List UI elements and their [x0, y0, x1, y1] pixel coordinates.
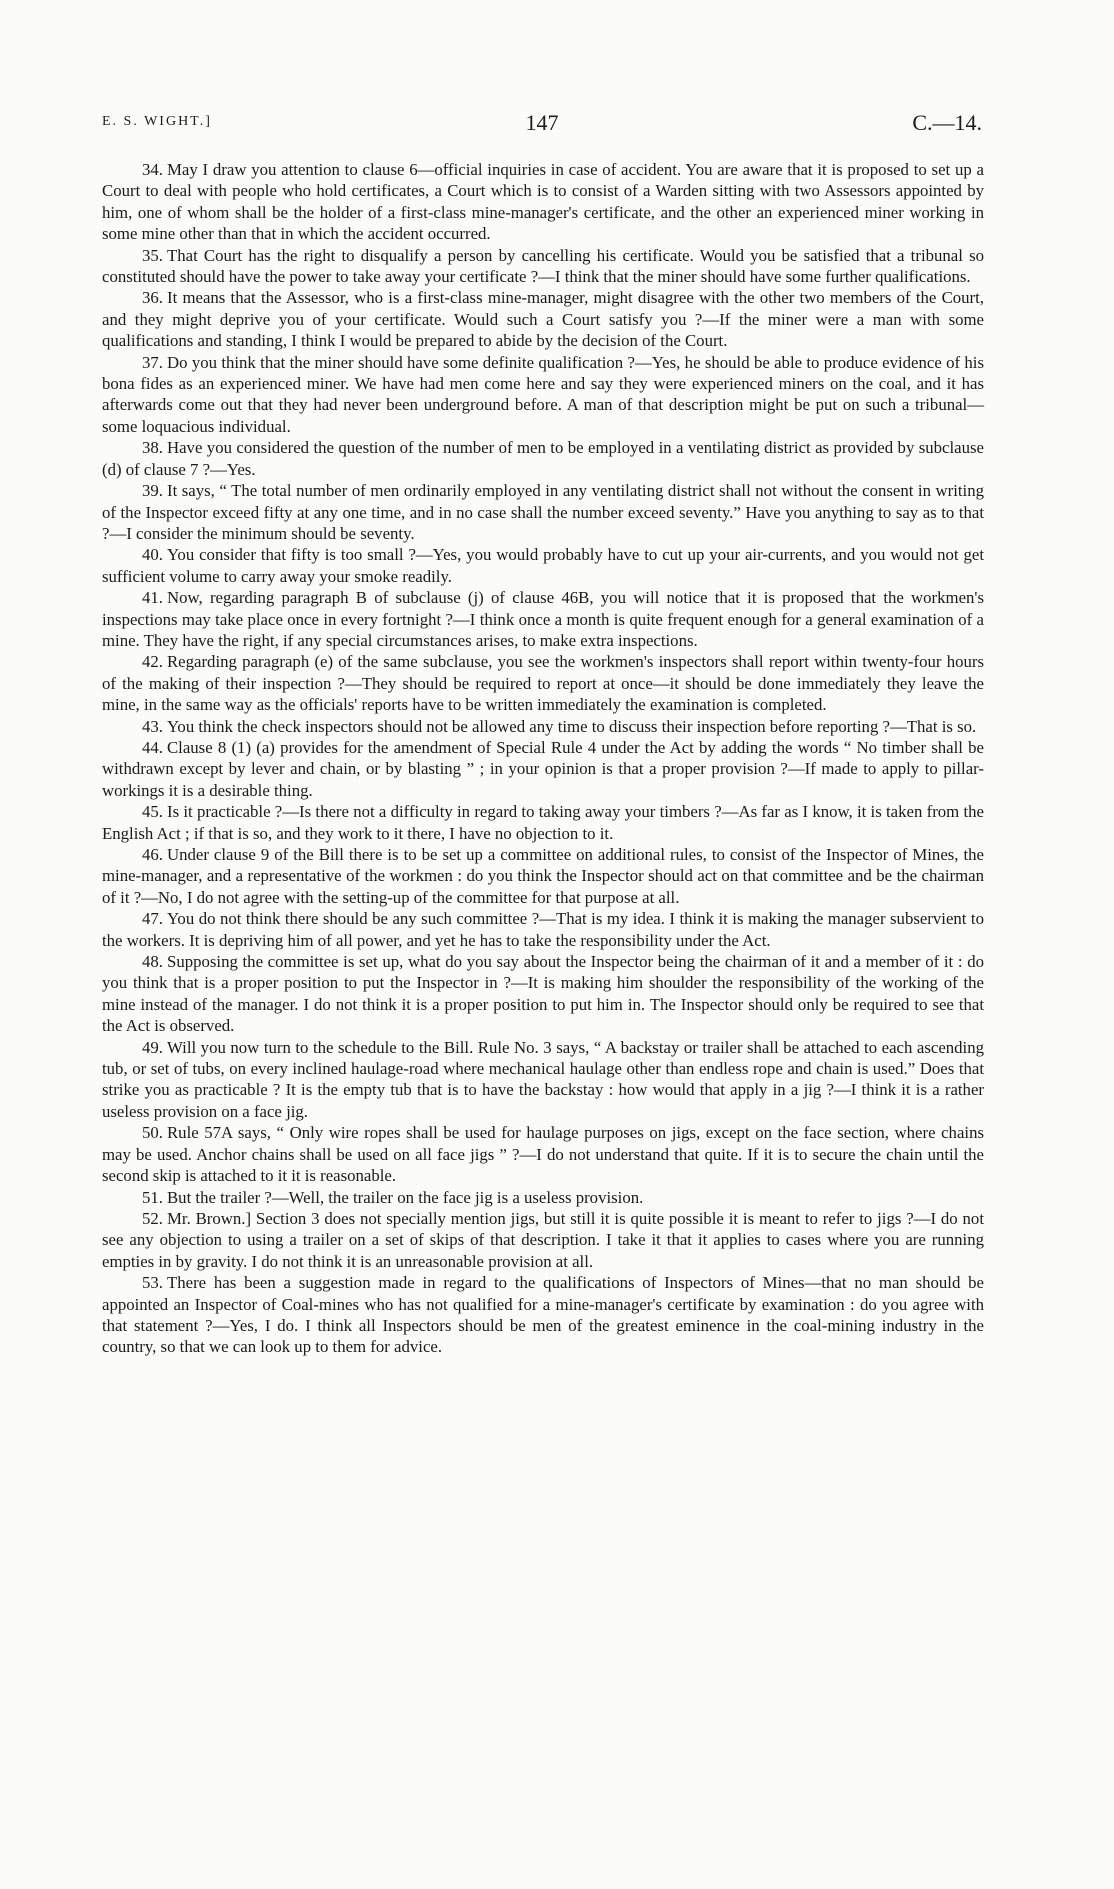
question-paragraph [102, 1272, 984, 1358]
question-paragraph [102, 352, 984, 438]
question-text: Clause 8 (1) (a) provides for the amendment of Special Rule 4 under the Act by adding the words “ No timber shall be withdrawn except by lever and chain, or by blasting ” ; in your opinion is that a proper provision ?—If made to apply to pillar-workings it is a desirable thing. [102, 737, 984, 800]
question-text: Is it practicable ?—Is there not a difficulty in regard to taking away your timbers ?—As far as I know, it is taken from the English Act ; if that is so, and they work to it there, I have no objection to it. [102, 802, 984, 843]
question-text: Have you considered the question of the number of men to be employed in a ventilating district as provided by subclause (d) of clause 7 ?—Yes. [102, 438, 984, 479]
question-paragraph [102, 737, 984, 801]
question-number: 47. [142, 909, 163, 929]
question-number: 48. [142, 952, 163, 972]
question-number: 34. [142, 160, 163, 179]
question-paragraph [102, 951, 984, 1037]
question-text: May I draw you attention to clause 6—official inquiries in case of accident. You are aware that it is proposed to set up a Court to deal with people who hold certificates, a Court which is to consist of a Warden sitting with two Assessors appointed by him, one of whom shall be the holder of a first-class mine-manager's certificate, and the other an experienced miner working in some mine other than that in which the accident occurred. [102, 160, 984, 244]
question-number: 44. [142, 737, 163, 757]
question-number: 45. [142, 802, 163, 822]
question-number: 36. [142, 288, 163, 308]
question-number: 40. [142, 545, 163, 565]
question-text: But the trailer ?—Well, the trailer on the face jig is a useless provision. [166, 1187, 644, 1207]
question-paragraph [102, 908, 984, 951]
question-paragraph [102, 437, 984, 480]
question-text: It says, “ The total number of men ordinarily employed in any ventilating district shall not without the consent in writing of the Inspector exceed fifty at any one time, and in no case shall the number exceed seventy.” Have you anything to say as to that ?—I consider the minimum should be seventy. [102, 481, 984, 543]
document-reference: C.—14. [912, 110, 982, 135]
question-text: It means that the Assessor, who is a first-class mine-manager, might disagree with the other two members of the Court, and they might deprive you of your certificate. Would such a Court satisfy you ?—If the miner were a man with some qualifications and standing, I think I would be prepared to abide by the decision of the Court. [102, 288, 984, 351]
question-text: Mr. Brown.] Section 3 does not specially mention jigs, but still it is quite possible it is meant to refer to jigs ?—I do not see any objection to using a trailer on a set of skips of that description. I take it that it applies to cases where you are running empties in by gravity. I do not think it is an unreasonable provision at all. [102, 1208, 984, 1271]
question-text: Rule 57A says, “ Only wire ropes shall be used for haulage purposes on jigs, except on the face section, where chains may be used. Anchor chains shall be used on all face jigs ” ?—I do not understand that quite. If it is to secure the chain until the second skip is attached to it it is reasonable. [102, 1123, 984, 1186]
evidence-body [102, 159, 984, 1358]
question-text: You think the check inspectors should not be allowed any time to discuss their inspection before reporting ?—That is so. [166, 716, 977, 736]
question-paragraph [102, 480, 984, 544]
question-number: 50. [142, 1123, 163, 1143]
question-text: You consider that fifty is too small ?—Yes, you would probably have to cut up your air-currents, and you would not get sufficient volume to carry away your smoke readily. [102, 545, 984, 586]
question-text: Now, regarding paragraph B of subclause (j) of clause 46B, you will notice that it is proposed that the workmen's inspections may take place once in every fortnight ?—I think once a month is quite frequent enough for a general examination of a mine. They have the right, if any special circumstances arises, to make extra inspections. [102, 588, 984, 650]
question-paragraph [102, 544, 984, 587]
question-paragraph [102, 159, 984, 245]
question-paragraph [102, 651, 984, 715]
question-text: That Court has the right to disqualify a person by cancelling his certificate. Would you be satisfied that a tribunal so constituted should have the power to take away your certificate ?—I think that the miner should have some further qualifications. [102, 245, 984, 287]
question-paragraph [102, 716, 984, 737]
question-number: 35. [142, 245, 163, 265]
question-number: 43. [142, 716, 163, 736]
question-text: Supposing the committee is set up, what do you say about the Inspector being the chairman of it and a member of it : do you think that is a proper position to put the Inspector in ?—It is making him shoulder the responsibility of the working of the mine instead of the manager. I do not think it is a proper position to put him in. The Inspector should only be required to see that the Act is observed. [102, 952, 984, 1036]
question-number: 41. [142, 588, 163, 608]
question-number: 38. [142, 438, 163, 458]
question-paragraph [102, 1037, 984, 1123]
question-number: 49. [142, 1037, 163, 1057]
question-number: 42. [142, 652, 163, 672]
question-paragraph [102, 1122, 984, 1186]
question-text: You do not think there should be any such committee ?—That is my idea. I think it is making the manager subservient to the workers. It is depriving him of all power, and yet he has to take the responsibility under the Act. [102, 909, 984, 950]
question-paragraph [102, 587, 984, 651]
question-paragraph [102, 1208, 984, 1272]
question-text: Regarding paragraph (e) of the same subclause, you see the workmen's inspectors shall report within twenty-four hours of the making of their inspection ?—They should be required to report at once—it should be done immediately they leave the mine, in the same way as the officials' reports have to be written immediately the examination is completed. [102, 652, 984, 715]
question-number: 52. [142, 1208, 163, 1228]
question-number: 37. [142, 352, 163, 372]
question-number: 51. [142, 1187, 163, 1207]
question-number: 53. [142, 1273, 163, 1293]
question-number: 39. [142, 481, 163, 501]
question-paragraph [102, 844, 984, 908]
question-number: 46. [142, 845, 163, 864]
question-paragraph [102, 245, 984, 288]
question-paragraph [102, 1187, 984, 1208]
page-number: 147 [525, 110, 559, 135]
witness-name: E. S. WIGHT.] [102, 114, 212, 129]
question-text: Under clause 9 of the Bill there is to be set up a committee on additional rules, to consist of the Inspector of Mines, the mine-manager, and a representative of the workmen : do you think the Inspector should act on that committee and be the chairman of it ?—No, I do not agree with the setting-up of the committee for that purpose at all. [102, 845, 984, 907]
question-text: Do you think that the miner should have some definite qualification ?—Yes, he should be able to produce evidence of his bona fides as an experienced miner. We have had men come here and say they were experienced miners on the coal, and it has afterwards come out that they had never been underground before. A man of that description might be put on such a tribunal—some loquacious individual. [102, 352, 984, 436]
question-text: There has been a suggestion made in regard to the qualifications of Inspectors of Mines—that no man should be appointed an Inspector of Coal-mines who has not qualified for a mine-manager's certificate by examination : do you agree with that statement ?—Yes, I do. I think all Inspectors should be men of the greatest eminence in the coal-mining industry in the country, so that we can look up to them for advice. [102, 1273, 984, 1357]
question-paragraph [102, 801, 984, 844]
question-paragraph [102, 287, 984, 351]
page-header [102, 110, 982, 140]
question-text: Will you now turn to the schedule to the Bill. Rule No. 3 says, “ A backstay or trailer shall be attached to each ascending tub, or set of tubs, on every inclined haulage-road where mechanical haulage other than endless rope and chain is used.” Does that strike you as practicable ? It is the empty tub that is to have the backstay : how would that apply in a jig ?—I think it is a rather useless provision on a face jig. [102, 1037, 984, 1121]
